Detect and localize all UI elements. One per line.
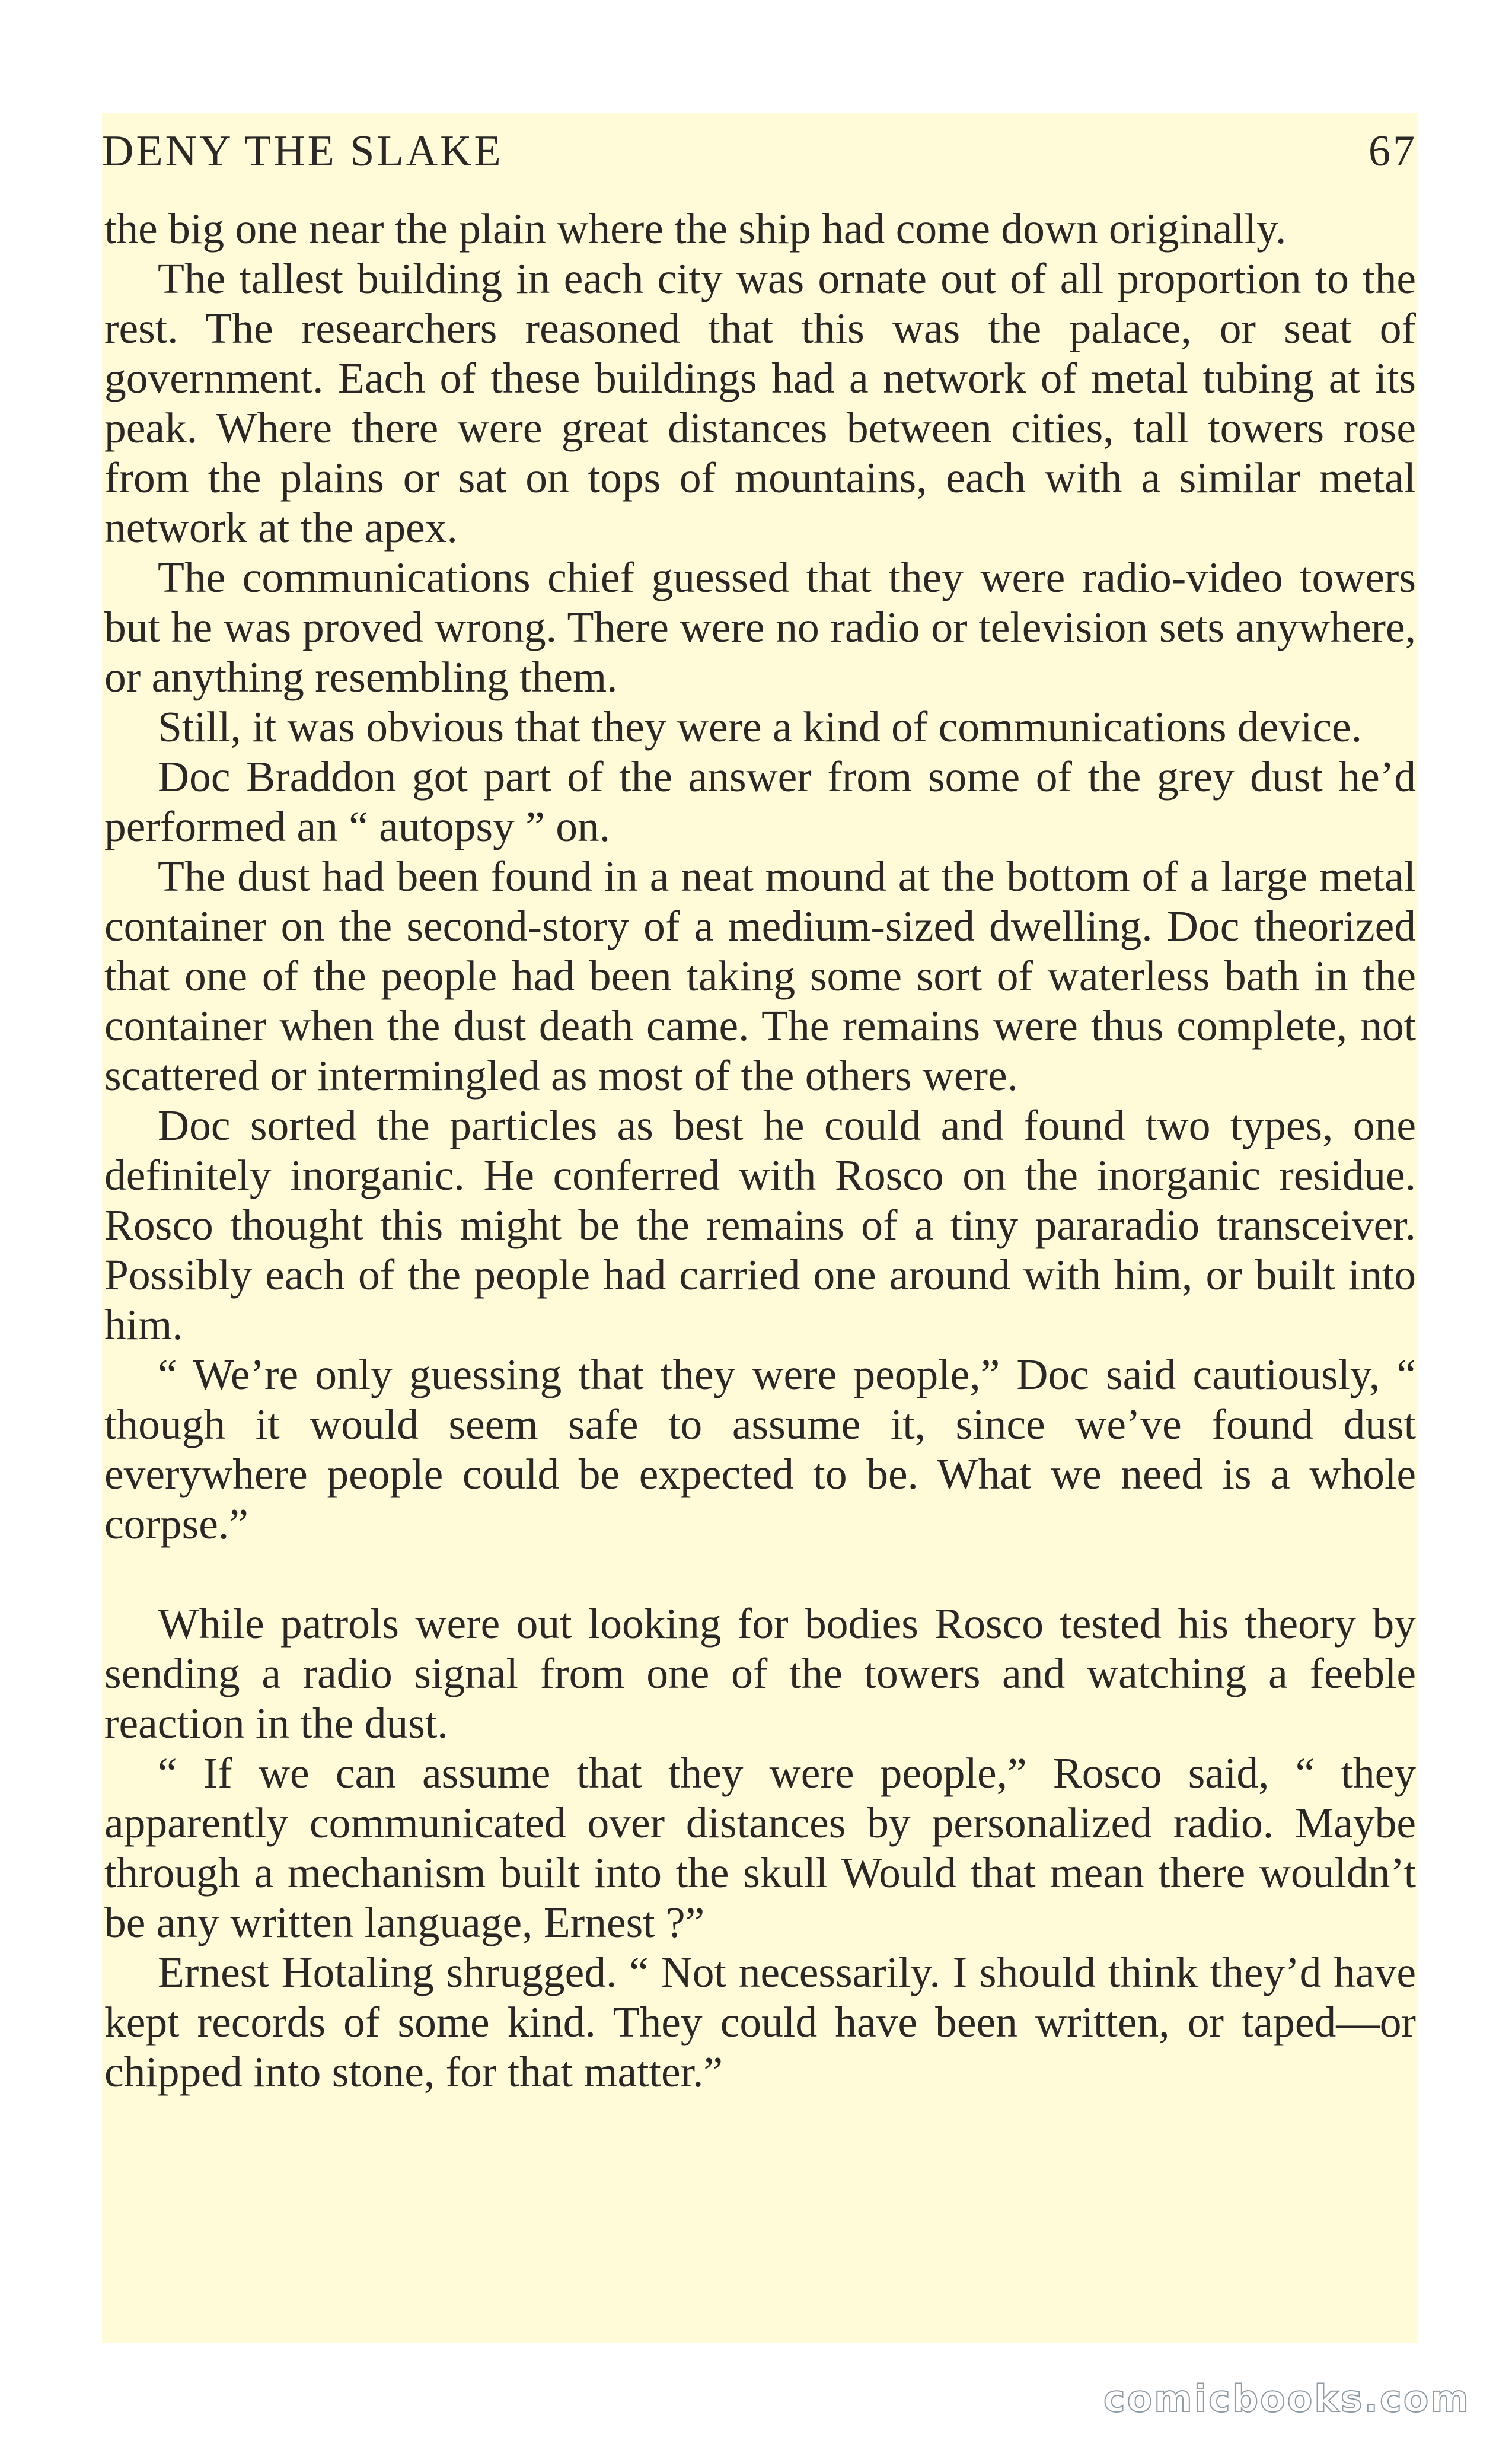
paragraph: Doc Braddon got part of the answer from some of the grey dust he’d performed an “ autopsy ” on.: [104, 753, 1416, 850]
paragraph: Ernest Hotaling shrugged. “ Not necessarily. I should think they’d have kept records of some kind. They could have been written, or taped—or chipped into stone, for that matter.”: [104, 1948, 1416, 2096]
paragraph: the big one near the plain where the ship had come down originally.: [104, 205, 1287, 253]
paragraph: The dust had been found in a neat mound at the bottom of a large metal container on the second-story of a medium-sized dwelling. Doc theorized that one of the people had been taking some sort of waterless bath in the container when the dust death came. The remains were thus complete, not scattered or intermingled as most of the others were.: [104, 852, 1416, 1100]
body-text: [104, 204, 1416, 2097]
paragraph: The tallest building in each city was ornate out of all proportion to the rest. The researchers reasoned that this was the palace, or seat of government. Each of these buildings had a network of metal tubing at its peak. Where there were great distances between cities, tall towers rose from the plains or sat on tops of mountains, each with a similar metal network at the apex.: [104, 254, 1416, 552]
paragraph: While patrols were out looking for bodies Rosco tested his theory by sending a radio signal from one of the towers and watching a feeble reaction in the dust.: [104, 1600, 1416, 1747]
paragraph: “ We’re only guessing that they were people,” Doc said cautiously, “ though it would seem safe to assume it, since we’ve found dust everywhere people could be expected to be. What we need is a whole corpse.”: [104, 1350, 1416, 1548]
section-break: [104, 1549, 1416, 1599]
paragraph: Still, it was obvious that they were a kind of communications device.: [158, 703, 1363, 751]
paragraph: Doc sorted the particles as best he could and found two types, one definitely inorganic. He conferred with Rosco on the inorganic residue. Rosco thought this might be the remains of a tiny pararadio transceiver. Possibly each of the people had carried one around with him, or built into him.: [104, 1101, 1416, 1349]
running-head: [102, 113, 1417, 190]
paragraph: The communications chief guessed that they were radio-video towers but he was proved wrong. There were no radio or television sets anywhere, or anything resembling them.: [104, 553, 1416, 701]
paragraph: “ If we can assume that they were people,” Rosco said, “ they apparently communicated over distances by personalized radio. Maybe through a mechanism built into the skull Would that mean there wouldn’t be any written language, Ernest ?”: [104, 1749, 1416, 1946]
running-title: DENY THE SLAKE: [102, 126, 503, 176]
page-number: 67: [1369, 126, 1417, 176]
watermark: comicbooks.com: [1103, 2377, 1470, 2420]
